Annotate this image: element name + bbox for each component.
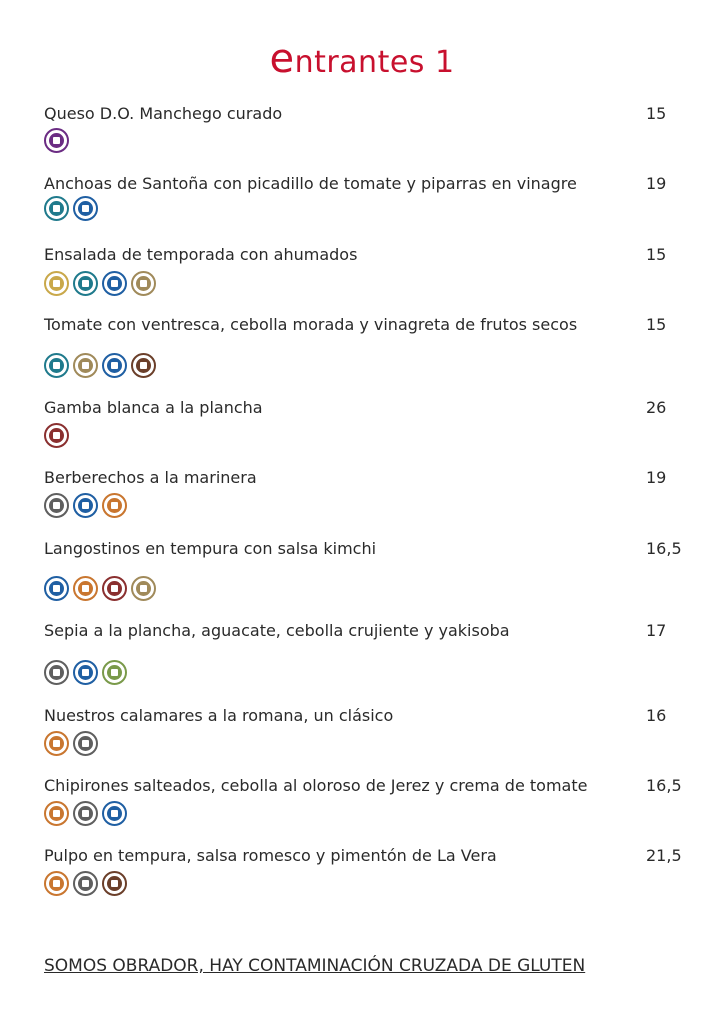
- gluten-warning: SOMOS OBRADOR, HAY CONTAMINACIÓN CRUZADA DE GLUTEN: [44, 956, 586, 976]
- allergen-icons: [44, 271, 156, 296]
- menu-item: [44, 468, 684, 490]
- gluten-icon: [102, 493, 127, 518]
- menu-item: [44, 776, 684, 798]
- gluten-icon: [73, 576, 98, 601]
- dish-name: Chipirones salteados, cebolla al oloroso de Jerez y crema de tomate: [44, 776, 588, 795]
- sulphites-icon: [73, 196, 98, 221]
- allergen-icons: [44, 353, 156, 378]
- dish-price: 16,5: [646, 539, 682, 558]
- mustard-icon: [131, 576, 156, 601]
- sulphites-icon: [102, 353, 127, 378]
- dish-name: Berberechos a la marinera: [44, 468, 257, 487]
- allergen-icons: [44, 660, 127, 685]
- menu-item: [44, 245, 684, 267]
- title-rest: ntrantes 1: [294, 45, 455, 80]
- allergen-icons: [44, 731, 98, 756]
- title-first-letter: e: [269, 36, 295, 82]
- dish-price: 16: [646, 706, 667, 725]
- sulphites-icon: [102, 801, 127, 826]
- dish-price: 19: [646, 468, 667, 487]
- menu-item: [44, 104, 684, 126]
- dish-price: 19: [646, 174, 667, 193]
- mollusc-icon: [73, 801, 98, 826]
- soy-icon: [102, 660, 127, 685]
- sulphites-icon: [73, 660, 98, 685]
- milk-icon: [44, 128, 69, 153]
- dish-price: 15: [646, 315, 667, 334]
- nuts-icon: [102, 871, 127, 896]
- dish-name: Pulpo en tempura, salsa romesco y pimentón de La Vera: [44, 846, 497, 865]
- mollusc-icon: [73, 731, 98, 756]
- mustard-icon: [73, 353, 98, 378]
- sulphites-icon: [102, 271, 127, 296]
- allergen-icons: [44, 871, 127, 896]
- fish-icon: [44, 353, 69, 378]
- dish-price: 26: [646, 398, 667, 417]
- menu-item: [44, 621, 684, 643]
- gluten-icon: [44, 801, 69, 826]
- menu-item: [44, 846, 684, 868]
- dish-name: Tomate con ventresca, cebolla morada y vinagreta de frutos secos: [44, 315, 578, 334]
- mustard-icon: [131, 271, 156, 296]
- allergen-icons: [44, 128, 69, 153]
- allergen-icons: [44, 196, 98, 221]
- dish-name: Ensalada de temporada con ahumados: [44, 245, 358, 264]
- gluten-icon: [44, 871, 69, 896]
- dish-name: Nuestros calamares a la romana, un clásico: [44, 706, 394, 725]
- fish-icon: [73, 271, 98, 296]
- dish-price: 15: [646, 104, 667, 123]
- crustacean-icon: [44, 423, 69, 448]
- crustacean-icon: [102, 576, 127, 601]
- dish-name: Anchoas de Santoña con picadillo de tomate y piparras en vinagre: [44, 174, 577, 193]
- dish-name: Langostinos en tempura con salsa kimchi: [44, 539, 377, 558]
- allergen-icons: [44, 493, 127, 518]
- fish-icon: [44, 196, 69, 221]
- allergen-icons: [44, 576, 156, 601]
- nuts-icon: [131, 353, 156, 378]
- egg-icon: [44, 271, 69, 296]
- menu-item: [44, 174, 684, 196]
- dish-price: 21,5: [646, 846, 682, 865]
- sulphites-icon: [73, 493, 98, 518]
- allergen-icons: [44, 801, 127, 826]
- menu-item: [44, 706, 684, 728]
- dish-price: 16,5: [646, 776, 682, 795]
- menu-item: [44, 539, 684, 561]
- mollusc-icon: [44, 660, 69, 685]
- dish-name: Sepia a la plancha, aguacate, cebolla crujiente y yakisoba: [44, 621, 510, 640]
- mollusc-icon: [73, 871, 98, 896]
- dish-price: 15: [646, 245, 667, 264]
- gluten-icon: [44, 731, 69, 756]
- dish-price: 17: [646, 621, 667, 640]
- sulphites-icon: [44, 576, 69, 601]
- menu-item: [44, 398, 684, 420]
- allergen-icons: [44, 423, 69, 448]
- mollusc-icon: [44, 493, 69, 518]
- dish-name: Gamba blanca a la plancha: [44, 398, 263, 417]
- menu-item: [44, 315, 684, 337]
- dish-name: Queso D.O. Manchego curado: [44, 104, 283, 123]
